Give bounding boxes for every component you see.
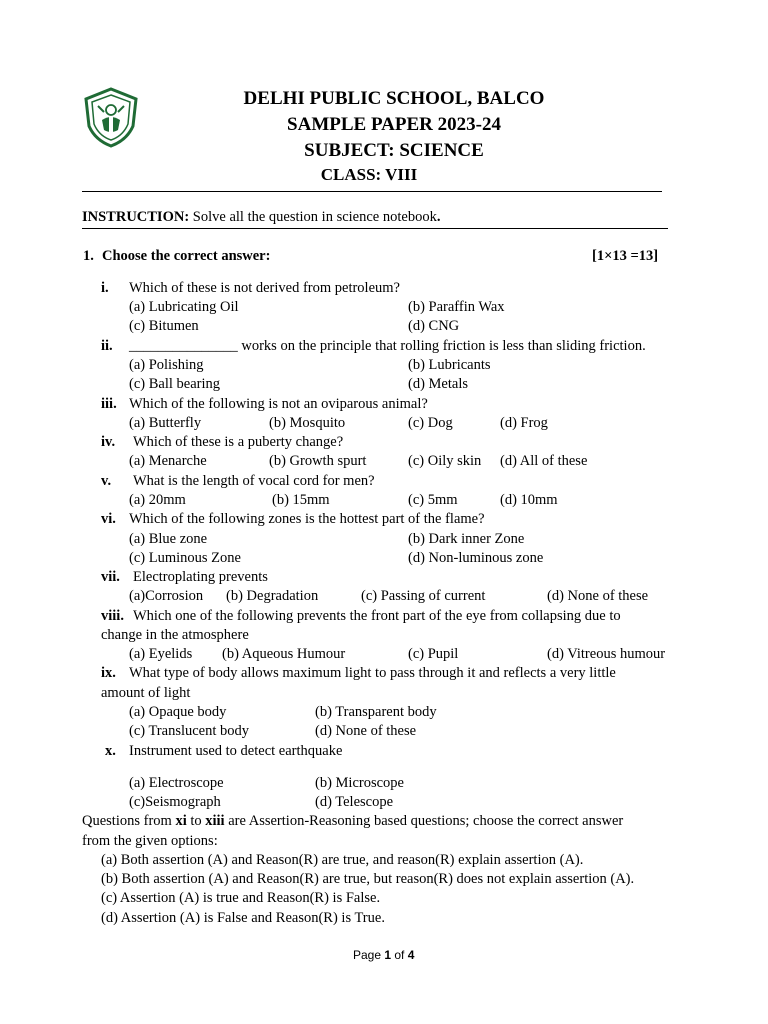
option: (b) Transparent body bbox=[315, 704, 437, 720]
question-number: v. bbox=[101, 473, 112, 489]
option: (b) Mosquito bbox=[269, 415, 346, 431]
subject-title: SUBJECT: SCIENCE bbox=[304, 140, 484, 161]
option: (a) Butterfly bbox=[129, 415, 202, 431]
option: (d) 10mm bbox=[500, 492, 558, 508]
question-text: Which of these is not derived from petroleum? bbox=[129, 280, 400, 296]
question-text: What type of body allows maximum light to pass through it and reflects a very little bbox=[129, 665, 616, 681]
class-title: CLASS: VIII bbox=[320, 165, 418, 184]
assertion-option: (b) Both assertion (A) and Reason(R) are true, but reason(R) does not explain assertion (A). bbox=[101, 871, 635, 887]
option: (d) Vitreous humour bbox=[547, 646, 666, 662]
question-text-continued: amount of light bbox=[101, 685, 191, 701]
option: (b) Aqueous Humour bbox=[222, 646, 346, 662]
option: (a) Polishing bbox=[129, 357, 204, 373]
question-number: iv. bbox=[101, 434, 116, 450]
option: (b) 15mm bbox=[272, 492, 330, 508]
question-text-continued: change in the atmosphere bbox=[101, 627, 249, 643]
section-number: 1. bbox=[83, 248, 94, 264]
instruction-text: Solve all the question in science notebook bbox=[192, 209, 437, 225]
section-marks: [1×13 =13] bbox=[592, 248, 659, 264]
option: (c) Oily skin bbox=[408, 453, 482, 469]
option: (c) 5mm bbox=[408, 492, 458, 508]
option: (d) Non-luminous zone bbox=[408, 550, 544, 566]
assertion-option: (c) Assertion (A) is true and Reason(R) is False. bbox=[101, 890, 381, 906]
question-text: Which of the following is not an oviparous animal? bbox=[129, 396, 428, 412]
option: (c) Translucent body bbox=[129, 723, 250, 739]
instruction-label: INSTRUCTION: bbox=[82, 209, 190, 225]
question-number: viii. bbox=[101, 608, 124, 624]
option: (a) Eyelids bbox=[129, 646, 193, 662]
question-text: Instrument used to detect earthquake bbox=[129, 743, 343, 759]
header-divider bbox=[82, 191, 662, 192]
paper-title: SAMPLE PAPER 2023-24 bbox=[287, 114, 501, 135]
option: (b) Microscope bbox=[315, 775, 404, 791]
option: (b) Dark inner Zone bbox=[408, 531, 525, 547]
option: (b) Growth spurt bbox=[269, 453, 367, 469]
question-number: ix. bbox=[101, 665, 116, 681]
question-number: vi. bbox=[101, 511, 116, 527]
option: (b) Degradation bbox=[226, 588, 319, 604]
option: (d) None of these bbox=[315, 723, 417, 739]
question-text: Electroplating prevents bbox=[133, 569, 268, 585]
question-number: ii. bbox=[101, 338, 113, 354]
option: (a) Menarche bbox=[129, 453, 207, 469]
option: (d) None of these bbox=[547, 588, 649, 604]
option: (c) Dog bbox=[408, 415, 453, 431]
question-text: Which one of the following prevents the front part of the eye from collapsing due to bbox=[133, 608, 621, 624]
question-number: x. bbox=[105, 743, 116, 759]
option: (c) Luminous Zone bbox=[129, 550, 241, 566]
option: (a) Lubricating Oil bbox=[129, 299, 239, 315]
option: (a) Opaque body bbox=[129, 704, 227, 720]
question-text: _______________ works on the principle that rolling friction is less than sliding friction. bbox=[129, 338, 646, 354]
section-title: Choose the correct answer: bbox=[102, 248, 271, 264]
option: (b) Lubricants bbox=[408, 357, 491, 373]
question-number: iii. bbox=[101, 396, 117, 412]
question-number: i. bbox=[101, 280, 109, 296]
question-text: What is the length of vocal cord for men? bbox=[133, 473, 375, 489]
option: (a) 20mm bbox=[129, 492, 186, 508]
assertion-intro: Questions from xi to xiii are Assertion-Reasoning based questions; choose the correct answer bbox=[82, 813, 624, 829]
option: (b) Paraffin Wax bbox=[408, 299, 505, 315]
option: (d) All of these bbox=[500, 453, 588, 469]
option: (c) Ball bearing bbox=[129, 376, 220, 392]
instruction: INSTRUCTION: Solve all the question in science notebook. bbox=[82, 209, 441, 225]
option: (c) Passing of current bbox=[361, 588, 486, 604]
option: (d) Telescope bbox=[315, 794, 394, 810]
assertion-intro-line2: from the given options: bbox=[82, 833, 218, 849]
option: (a)Corrosion bbox=[129, 588, 204, 604]
option: (a) Blue zone bbox=[129, 531, 208, 547]
option: (a) Electroscope bbox=[129, 775, 224, 791]
option: (d) Metals bbox=[408, 376, 468, 392]
option: (d) Frog bbox=[500, 415, 548, 431]
option: (c) Pupil bbox=[408, 646, 459, 662]
option: (c)Seismograph bbox=[129, 794, 221, 810]
question-text: Which of these is a puberty change? bbox=[133, 434, 344, 450]
assertion-option: (a) Both assertion (A) and Reason(R) are true, and reason(R) explain assertion (A). bbox=[101, 852, 584, 868]
question-text: Which of the following zones is the hottest part of the flame? bbox=[129, 511, 485, 527]
school-name: DELHI PUBLIC SCHOOL, BALCO bbox=[243, 88, 545, 109]
instruction-underline bbox=[82, 228, 668, 229]
option: (c) Bitumen bbox=[129, 318, 199, 334]
question-number: vii. bbox=[101, 569, 120, 585]
option: (d) CNG bbox=[408, 318, 460, 334]
assertion-option: (d) Assertion (A) is False and Reason(R) is True. bbox=[101, 910, 385, 926]
page-footer: Page 1 of 4 bbox=[353, 948, 415, 962]
